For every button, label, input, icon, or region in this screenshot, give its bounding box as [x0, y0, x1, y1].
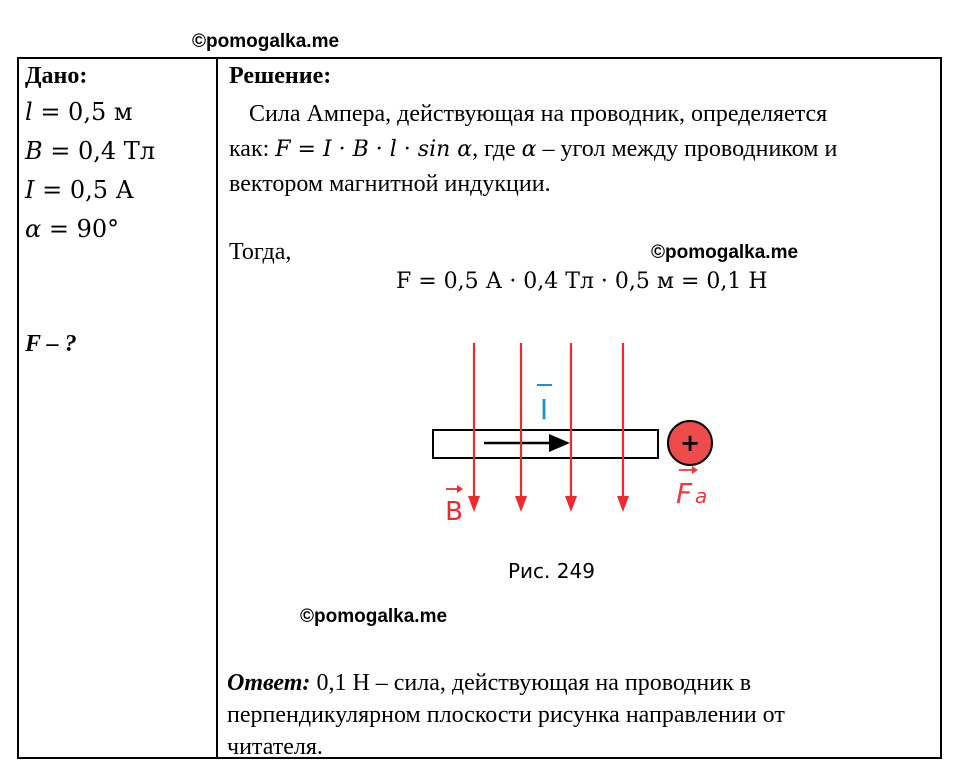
ampere-formula: F = I · B · l · sin α — [275, 137, 473, 162]
force-vector-arrowhead — [692, 466, 698, 474]
then-label: Тогда, — [229, 239, 292, 265]
given-length-value: = 0,5 м — [32, 98, 133, 126]
var-l: l — [25, 98, 33, 126]
given-angle-value: = 90° — [41, 215, 120, 243]
alpha-symbol: α — [521, 137, 537, 162]
plus-symbol: + — [679, 429, 701, 457]
field-vector-arrowhead — [457, 485, 463, 493]
given-current-value: = 0,5 А — [34, 176, 134, 204]
force-label: F — [676, 477, 693, 510]
field-arrowhead — [565, 496, 577, 512]
line2-prefix: как: — [229, 136, 276, 162]
given-induction-value: = 0,4 Тл — [42, 137, 156, 165]
field-arrowhead — [468, 496, 480, 512]
field-arrowhead — [617, 496, 629, 512]
given-title: Дано: — [25, 63, 88, 89]
answer-line-3: читателя. — [227, 734, 323, 760]
current-label: I — [539, 393, 549, 426]
answer — [227, 667, 785, 763]
watermark-top: ©pomogalka.me — [192, 31, 340, 52]
figure-caption: Рис. 249 — [508, 559, 595, 583]
answer-text-1: 0,1 Н – сила, действующая на проводник в — [310, 670, 752, 696]
line2-where: , где — [472, 136, 522, 162]
watermark-bottom: ©pomogalka.me — [300, 606, 448, 627]
field-arrowhead — [515, 496, 527, 512]
force-label-subscript: a — [695, 484, 708, 508]
field-label: B — [445, 497, 463, 527]
var-alpha: α — [25, 215, 42, 243]
find-force: F – ? — [25, 331, 77, 357]
var-B: B — [25, 137, 43, 165]
solution-line-1: Сила Ампера, действующая на проводник, определяется — [249, 101, 828, 127]
solution-title: Решение: — [229, 63, 332, 89]
result-formula: F = 0,5 А · 0,4 Тл · 0,5 м = 0,1 Н — [396, 269, 768, 294]
solution-line-3: вектором магнитной индукции. — [229, 171, 551, 197]
line2-suffix: – угол между проводником и — [536, 136, 838, 162]
answer-label: Ответ: — [227, 670, 311, 696]
answer-line-2: перпендикулярном плоскости рисунка направлении от — [227, 702, 785, 728]
watermark-middle: ©pomogalka.me — [651, 242, 799, 263]
answer-line-1 — [227, 667, 785, 699]
var-I: I — [25, 176, 35, 204]
